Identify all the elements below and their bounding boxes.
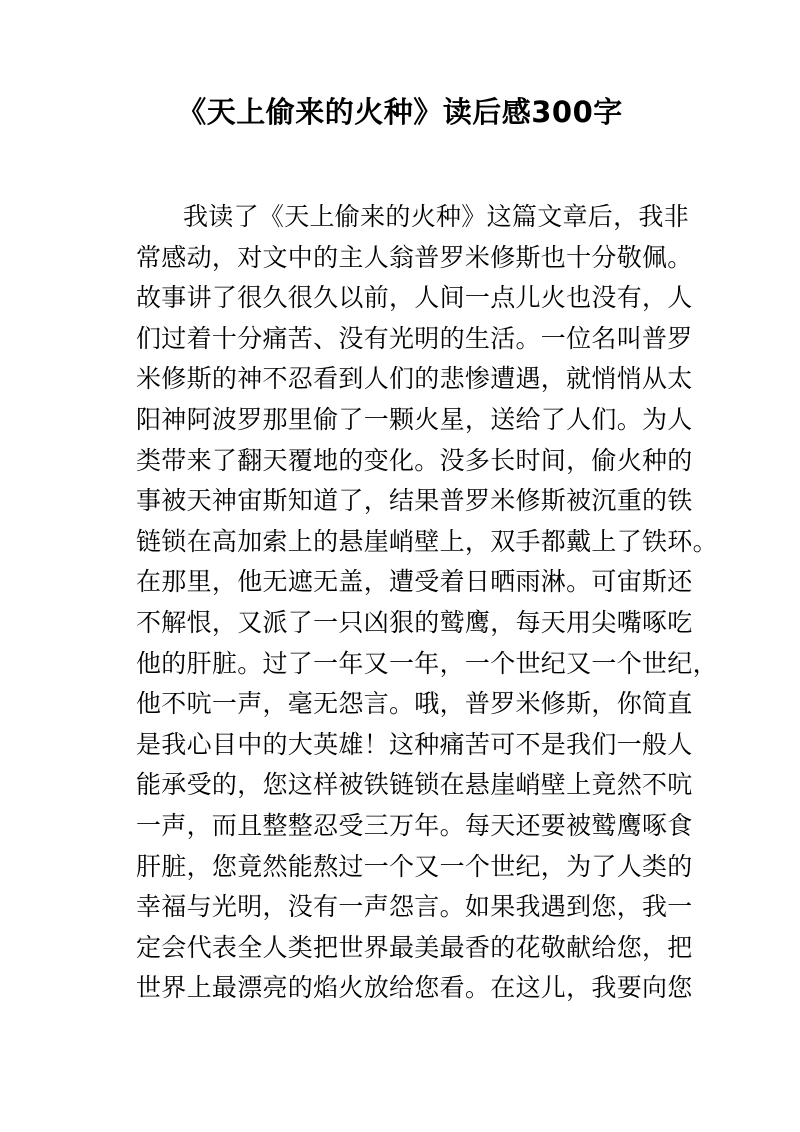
text-line: 定会代表全人类把世界最美最香的花敬献给您，把 [136, 932, 693, 962]
body-paragraph [136, 197, 718, 1009]
text-line: 米修斯的神不忍看到人们的悲惨遭遇，就悄悄从太 [136, 364, 693, 394]
text-line: 链锁在高加索上的悬崖峭壁上，双手都戴上了铁环。 [136, 526, 718, 556]
text-line: 世界上最漂亮的焰火放给您看。在这儿，我要向您 [136, 973, 693, 1003]
text-line: 常感动，对文中的主人翁普罗米修斯也十分敬佩。 [136, 242, 693, 272]
page-title: 《天上偷来的火种》读后感300字 [177, 95, 623, 129]
text-line: 故事讲了很久很久以前，人间一点儿火也没有，人 [136, 283, 693, 313]
text-line: 事被天神宙斯知道了，结果普罗米修斯被沉重的铁 [136, 486, 693, 516]
text-line: 能承受的，您这样被铁链锁在悬崖峭壁上竟然不吭 [136, 770, 693, 800]
text-line: 一声，而且整整忍受三万年。每天还要被鹫鹰啄食 [136, 810, 693, 840]
text-line: 他的肝脏。过了一年又一年，一个世纪又一个世纪， [136, 648, 718, 678]
text-line: 肝脏，您竟然能熬过一个又一个世纪，为了人类的 [136, 851, 693, 881]
text-line: 们过着十分痛苦、没有光明的生活。一位名叫普罗 [136, 323, 693, 353]
text-line: 幸福与光明，没有一声怨言。如果我遇到您，我一 [136, 892, 693, 922]
text-line: 是我心目中的大英雄！这种痛苦可不是我们一般人 [136, 729, 693, 759]
text-line: 他不吭一声，毫无怨言。哦，普罗米修斯，你简直 [136, 689, 693, 719]
text-line: 不解恨，又派了一只凶狠的鹫鹰，每天用尖嘴啄吃 [136, 607, 693, 637]
text-line: 我读了《天上偷来的火种》这篇文章后，我非 [183, 202, 690, 231]
text-line: 在那里，他无遮无盖，遭受着日晒雨淋。可宙斯还 [136, 567, 693, 597]
text-line: 类带来了翻天覆地的变化。没多长时间，偷火种的 [136, 445, 693, 475]
text-line: 阳神阿波罗那里偷了一颗火星，送给了人们。为人 [136, 404, 693, 434]
